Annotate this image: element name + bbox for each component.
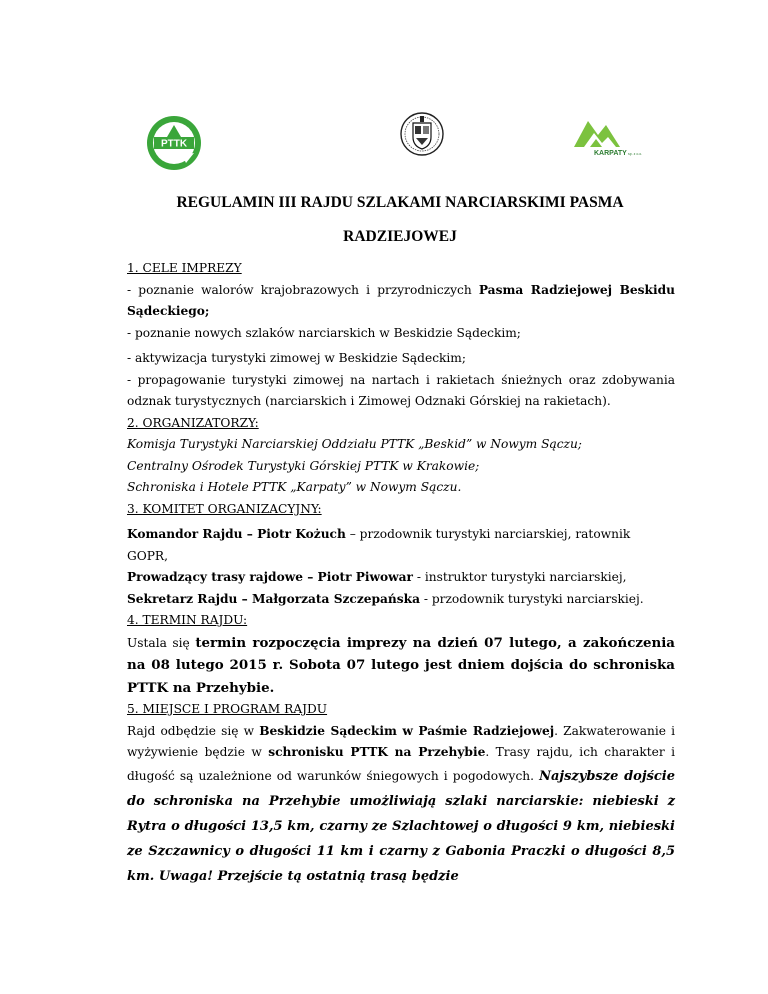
date-paragraph (127, 632, 675, 700)
pttk-logo (144, 113, 204, 173)
member-role: Sekretarz Rajdu – Małgorzata Szczepańska (127, 591, 421, 606)
svg-text:KARPATY: KARPATY (594, 150, 627, 157)
goal-item: - poznanie nowych szlaków narciarskich w Beskidzie Sądeckim; (127, 325, 521, 340)
date-bold-text: termin rozpoczęcia imprezy na dzień 07 lutego, a zakończenia na 08 lutego 2015 r. Sobota 07 lutego jest dniem dojścia do schroniska PTTK na Przehybie. (127, 634, 675, 696)
goal-item (127, 280, 675, 323)
place-bold-italic: Najszybsze dojście do schroniska na Przehybie umożliwiają szlaki narciarskie: niebieski z Rytra o długości 13,5 km, czarny ze Szlachtowej o długości 9 km, niebieski ze Szczawnicy o długości 11 km i czarny z Gabonia Praczki o długości 8,5 km. Uwaga! Przejście tą ostatnią trasą będzie (127, 768, 676, 884)
karpaty-logo (572, 111, 646, 159)
section-heading-date: 4. TERMIN RAJDU: (127, 613, 248, 627)
document-title (120, 186, 680, 254)
organizer-item: Komisja Turystyki Narciarskiej Oddziału PTTK „Beskid” w Nowym Sączu; (127, 437, 582, 451)
organizer-item: Schroniska i Hotele PTTK „Karpaty” w Nowym Sączu. (127, 480, 462, 494)
member-desc: - przodownik turystyki narciarskiej. (420, 591, 644, 606)
member-desc: – przodownik turystyki narciarskiej, ratownik GOPR, (127, 527, 631, 563)
section-heading-goals: 1. CELE IMPREZY (127, 261, 242, 275)
member-role: Komandor Rajdu – Piotr Kożuch (127, 527, 346, 541)
organizer-item: Centralny Ośrodek Turystyki Górskiej PTTK w Krakowie; (127, 458, 480, 473)
svg-text:sp. z o.o.: sp. z o.o. (628, 152, 643, 156)
section-heading-committee: 3. KOMITET ORGANIZACYJNY: (127, 501, 322, 516)
svg-text:PTTK: PTTK (160, 138, 188, 150)
goal-bold-text: Pasma Radziejowej Beskidu Sądeckiego; (127, 282, 675, 318)
title-line-1: REGULAMIN III RAJDU SZLAKAMI NARCIARSKIMI PASMA (176, 194, 624, 211)
member-role: Prowadzący trasy rajdowe – Piotr Piwowar (127, 570, 413, 584)
date-text: Ustala się (127, 635, 196, 650)
place-text: . Zakwaterowanie i wyżywienie będzie w (127, 723, 675, 759)
section-heading-organizers: 2. ORGANIZATORZY: (127, 415, 259, 430)
goal-text: - poznanie walorów krajobrazowych i przyrodniczych (127, 282, 479, 297)
place-bold: schronisku PTTK na Przehybie (268, 745, 486, 759)
goal-item: - aktywizacja turystyki zimowej w Beskidzie Sądeckim; (127, 351, 466, 365)
committee-member (127, 589, 675, 611)
place-paragraph (127, 721, 675, 889)
place-text: . Trasy rajdu, ich charakter i długość są uzależnione od warunków śniegowych i pogodowych. (127, 745, 675, 783)
place-text: Rajd odbędzie się w (127, 723, 260, 738)
document-body (127, 258, 675, 889)
goal-item: - propagowanie turystyki zimowej na nartach i rakietach śnieżnych oraz zdobywania odznak turystycznych (narciarskich i Zimowej Odznaki Górskiej na rakietach). (127, 372, 675, 408)
section-heading-place: 5. MIEJSCE I PROGRAM RAJDU (127, 702, 328, 716)
committee-member (127, 567, 675, 589)
member-desc: - instruktor turystyki narciarskiej, (412, 570, 627, 584)
crest-logo (400, 108, 444, 160)
committee-member (127, 524, 675, 567)
title-line-2: RADZIEJOWEJ (343, 228, 457, 245)
place-bold: Beskidzie Sądeckim w Paśmie Radziejowej (259, 723, 555, 738)
